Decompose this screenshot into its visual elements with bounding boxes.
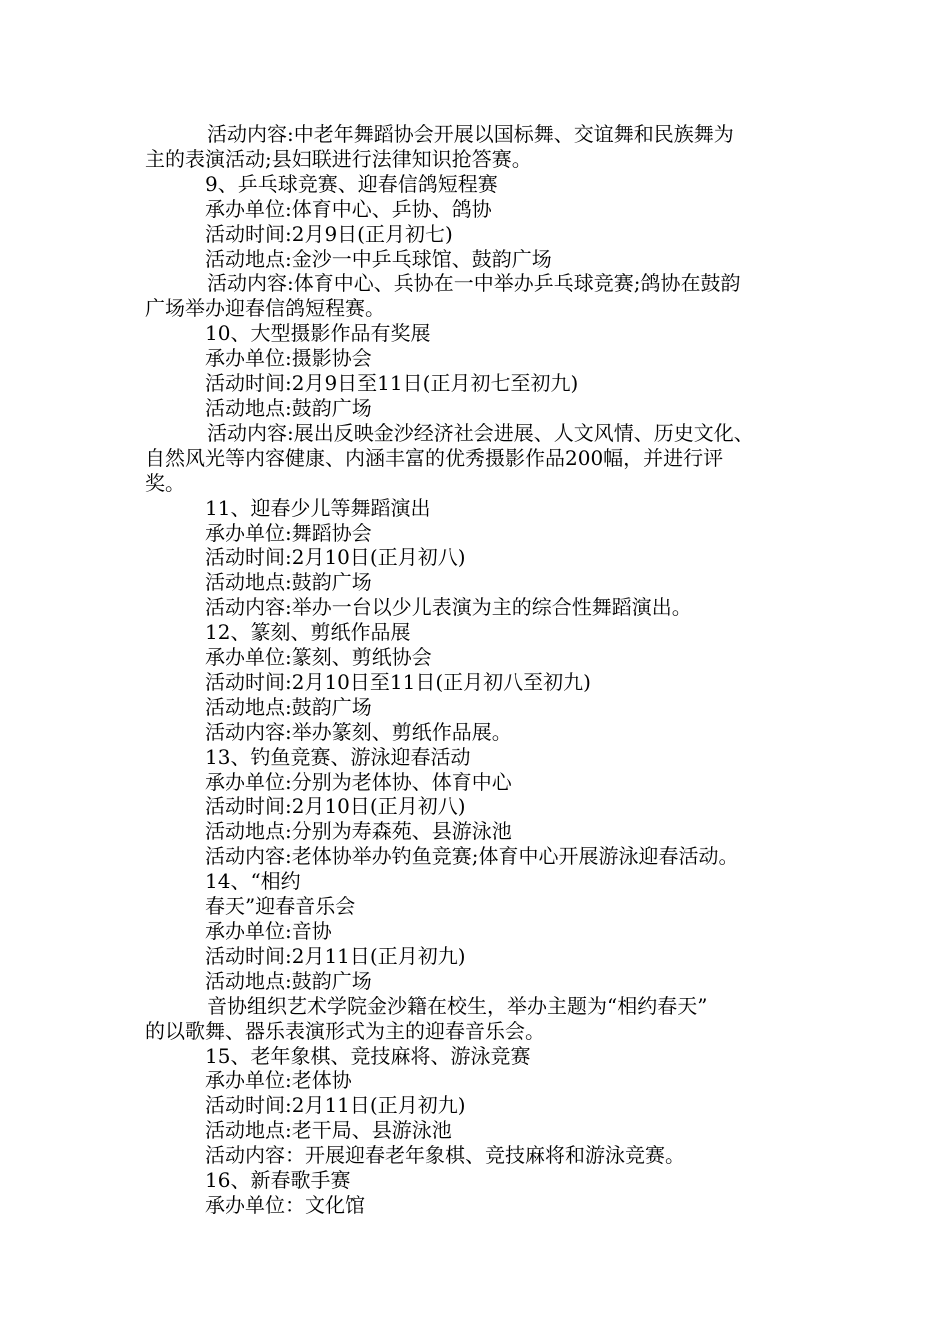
text-line: 活动内容：开展迎春老年象棋、竞技麻将和游泳竞赛。 (205, 1143, 685, 1168)
document-body (145, 122, 820, 1218)
text-line: 11、迎春少儿等舞蹈演出 (205, 495, 431, 520)
text-line: 活动内容:展出反映金沙经济社会进展、人文风情、历史文化、 (207, 420, 754, 445)
text-line: 承办单位：文化馆 (205, 1192, 365, 1217)
text-line: 15、老年象棋、竞技麻将、游泳竞赛 (205, 1043, 531, 1068)
text-line: 活动内容:老体协举办钓鱼竞赛;体育中心开展游泳迎春活动。 (205, 844, 739, 869)
text-line: 活动地点:鼓韵广场 (205, 968, 372, 993)
text-line: 活动时间:2月11日(正月初九) (205, 943, 466, 968)
text-line: 9、乒乓球竞赛、迎春信鸽短程赛 (205, 171, 498, 196)
text-line: 活动时间:2月10日(正月初八) (205, 545, 466, 570)
text-line: 活动时间:2月10日(正月初八) (205, 794, 466, 819)
text-line: 春天”迎春音乐会 (205, 894, 356, 919)
text-line: 活动时间:2月9日(正月初七) (205, 221, 453, 246)
text-line: 承办单位:音协 (205, 919, 332, 943)
text-line: 活动地点:老干局、县游泳池 (205, 1118, 452, 1143)
text-line: 承办单位:老体协 (205, 1068, 352, 1093)
text-line: 活动地点:分别为寿森苑、县游泳池 (205, 819, 512, 844)
text-line: 活动地点:鼓韵广场 (205, 395, 372, 420)
text-line: 奖。 (145, 470, 185, 495)
text-line: 16、新春歌手赛 (205, 1168, 351, 1193)
text-line: 广场举办迎春信鸽短程赛。 (145, 296, 385, 321)
text-line: 活动时间:2月9日至11日(正月初七至初九) (205, 371, 579, 396)
text-line: 活动地点:鼓韵广场 (205, 570, 372, 595)
text-line: 活动时间:2月10日至11日(正月初八至初九) (205, 669, 591, 694)
text-line: 活动内容:体育中心、兵协在一中举办乒乓球竞赛;鸽协在鼓韵 (207, 271, 741, 296)
text-line: 活动地点:金沙一中乒乓球馆、鼓韵广场 (205, 246, 552, 271)
text-line: 活动地点:鼓韵广场 (205, 694, 372, 719)
text-line: 活动内容:举办篆刻、剪纸作品展。 (205, 719, 512, 744)
text-line: 14、“相约 (205, 869, 301, 894)
text-line: 12、篆刻、剪纸作品展 (205, 620, 411, 645)
text-line: 承办单位:体育中心、乒协、鸽协 (205, 196, 492, 221)
text-line: 音协组织艺术学院金沙籍在校生，举办主题为“相约春天” (207, 993, 708, 1018)
text-line: 承办单位:舞蹈协会 (205, 520, 372, 545)
text-line: 承办单位:分别为老体协、体育中心 (205, 769, 512, 794)
text-line: 活动时间:2月11日(正月初九) (205, 1093, 466, 1118)
text-line: 活动内容:中老年舞蹈协会开展以国标舞、交谊舞和民族舞为 (207, 122, 734, 146)
text-line: 主的表演活动;县妇联进行法律知识抢答赛。 (145, 146, 532, 171)
text-line: 的以歌舞、器乐表演形式为主的迎春音乐会。 (145, 1018, 545, 1043)
text-line: 13、钓鱼竞赛、游泳迎春活动 (205, 744, 471, 769)
text-line: 活动内容:举办一台以少儿表演为主的综合性舞蹈演出。 (205, 595, 692, 620)
text-line: 承办单位:摄影协会 (205, 346, 372, 371)
text-line: 自然风光等内容健康、内涵丰富的优秀摄影作品200幅，并进行评 (145, 445, 724, 470)
text-line: 承办单位:篆刻、剪纸协会 (205, 645, 432, 670)
text-line: 10、大型摄影作品有奖展 (205, 321, 431, 346)
